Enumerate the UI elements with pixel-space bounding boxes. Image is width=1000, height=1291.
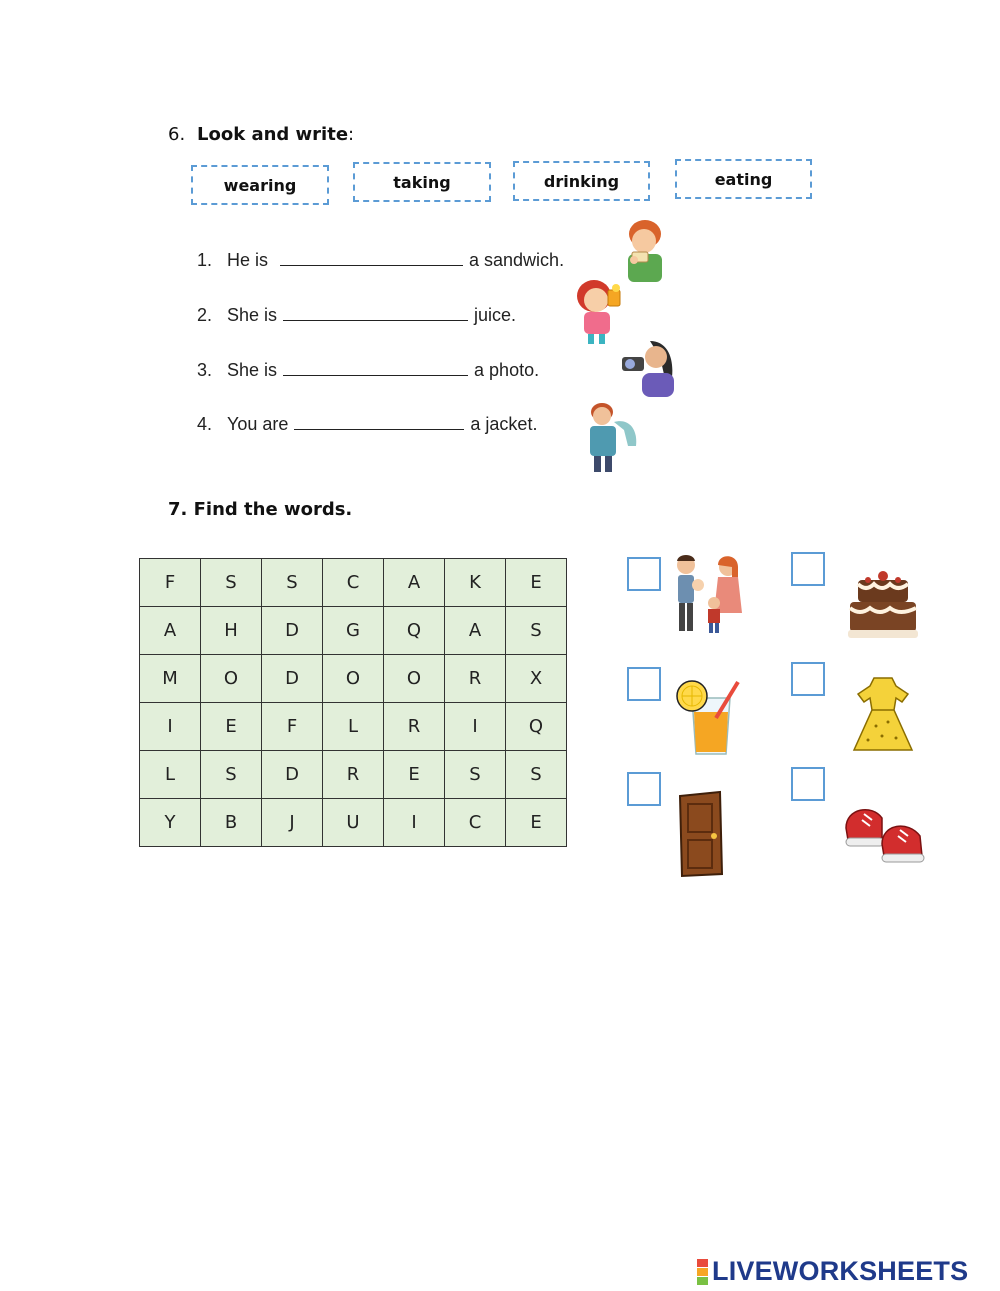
sentence-end: a jacket. xyxy=(470,414,538,434)
word-bank-eating[interactable] xyxy=(675,159,812,199)
grid-cell[interactable]: E xyxy=(384,751,445,799)
sentence-2 xyxy=(197,304,516,326)
girl-drinking-juice-picture xyxy=(572,278,630,344)
logo-block-1 xyxy=(697,1259,708,1267)
grid-cell[interactable]: J xyxy=(262,799,323,847)
grid-cell[interactable]: O xyxy=(201,655,262,703)
grid-cell[interactable]: R xyxy=(445,655,506,703)
answer-blank-1[interactable] xyxy=(280,249,463,266)
grid-cell[interactable]: E xyxy=(506,559,567,607)
answer-blank-3[interactable] xyxy=(283,359,468,376)
sentence-end: juice. xyxy=(474,305,517,325)
cake-picture xyxy=(846,570,920,640)
door-picture xyxy=(676,790,726,878)
word-label: taking xyxy=(393,172,451,192)
grid-cell[interactable]: K xyxy=(445,559,506,607)
grid-cell[interactable]: D xyxy=(262,655,323,703)
grid-cell[interactable]: Y xyxy=(140,799,201,847)
sentence-1 xyxy=(197,249,564,271)
answer-blank-2[interactable] xyxy=(283,304,468,321)
grid-cell[interactable]: I xyxy=(384,799,445,847)
checkbox-family[interactable] xyxy=(627,557,661,591)
liveworksheets-logo xyxy=(697,1256,968,1287)
sentence-3 xyxy=(197,359,539,381)
grid-cell[interactable]: S xyxy=(445,751,506,799)
woman-taking-photo-picture xyxy=(620,337,680,399)
grid-cell[interactable]: L xyxy=(140,751,201,799)
answer-blank-4[interactable] xyxy=(294,413,464,430)
section-6-heading xyxy=(197,124,354,145)
sentence-start: She is xyxy=(227,360,278,380)
grid-cell[interactable]: U xyxy=(323,799,384,847)
grid-cell[interactable]: E xyxy=(201,703,262,751)
boy-eating-sandwich-picture xyxy=(620,216,670,284)
juice-glass-picture xyxy=(672,678,744,758)
shoes-picture xyxy=(842,798,926,866)
grid-cell[interactable]: R xyxy=(384,703,445,751)
word-label: eating xyxy=(714,169,773,189)
grid-cell[interactable]: S xyxy=(262,559,323,607)
grid-cell[interactable]: F xyxy=(262,703,323,751)
grid-cell[interactable]: S xyxy=(506,751,567,799)
grid-cell[interactable]: G xyxy=(323,607,384,655)
grid-cell[interactable]: X xyxy=(506,655,567,703)
sentence-start: She is xyxy=(227,305,278,325)
grid-row xyxy=(140,655,567,703)
grid-row xyxy=(140,703,567,751)
grid-row xyxy=(140,607,567,655)
checkbox-cake[interactable] xyxy=(791,552,825,586)
logo-block-2 xyxy=(697,1268,708,1276)
grid-cell[interactable]: Q xyxy=(506,703,567,751)
grid-cell[interactable]: O xyxy=(323,655,384,703)
grid-cell[interactable]: I xyxy=(445,703,506,751)
grid-row xyxy=(140,559,567,607)
sentence-start: He is xyxy=(227,250,269,270)
grid-cell[interactable]: B xyxy=(201,799,262,847)
boy-wearing-jacket-picture xyxy=(584,400,642,472)
sentence-number: 2. xyxy=(197,305,213,325)
grid-row xyxy=(140,751,567,799)
dress-picture xyxy=(852,676,914,752)
word-bank-taking[interactable] xyxy=(353,162,491,202)
grid-cell[interactable]: E xyxy=(506,799,567,847)
checkbox-dress[interactable] xyxy=(791,662,825,696)
word-bank-drinking[interactable] xyxy=(513,161,650,201)
section-6-title-colon: : xyxy=(348,124,355,145)
grid-cell[interactable]: A xyxy=(445,607,506,655)
sentence-number: 3. xyxy=(197,360,213,380)
grid-cell[interactable]: D xyxy=(262,607,323,655)
section-6-title: Look and write xyxy=(197,124,349,145)
sentence-number: 4. xyxy=(197,414,213,434)
grid-cell[interactable]: C xyxy=(323,559,384,607)
grid-cell[interactable]: S xyxy=(506,607,567,655)
sentence-number: 1. xyxy=(197,250,213,270)
sentence-4 xyxy=(197,413,537,435)
sentence-end: a photo. xyxy=(474,360,540,380)
grid-cell[interactable]: M xyxy=(140,655,201,703)
checkbox-door[interactable] xyxy=(627,772,661,806)
grid-row xyxy=(140,799,567,847)
grid-cell[interactable]: S xyxy=(201,751,262,799)
grid-cell[interactable]: D xyxy=(262,751,323,799)
word-search-grid xyxy=(139,558,567,847)
grid-cell[interactable]: S xyxy=(201,559,262,607)
grid-cell[interactable]: R xyxy=(323,751,384,799)
grid-cell[interactable]: F xyxy=(140,559,201,607)
grid-cell[interactable]: C xyxy=(445,799,506,847)
logo-mark-icon xyxy=(697,1259,708,1285)
grid-cell[interactable]: O xyxy=(384,655,445,703)
checkbox-shoes[interactable] xyxy=(791,767,825,801)
grid-cell[interactable]: A xyxy=(384,559,445,607)
grid-cell[interactable]: Q xyxy=(384,607,445,655)
grid-cell[interactable]: I xyxy=(140,703,201,751)
word-label: drinking xyxy=(543,171,620,191)
section-6-number: 6. xyxy=(168,124,186,145)
grid-cell[interactable]: L xyxy=(323,703,384,751)
grid-cell[interactable]: H xyxy=(201,607,262,655)
grid-cell[interactable]: A xyxy=(140,607,201,655)
family-picture xyxy=(668,553,746,635)
sentence-start: You are xyxy=(227,414,289,434)
checkbox-juice[interactable] xyxy=(627,667,661,701)
sentence-end: a sandwich. xyxy=(469,250,565,270)
logo-text: LIVEWORKSHEETS xyxy=(712,1256,969,1286)
logo-block-3 xyxy=(697,1277,708,1285)
word-label: wearing xyxy=(223,175,297,195)
word-bank-wearing[interactable] xyxy=(191,165,329,205)
section-7-title: 7. Find the words. xyxy=(168,499,353,520)
